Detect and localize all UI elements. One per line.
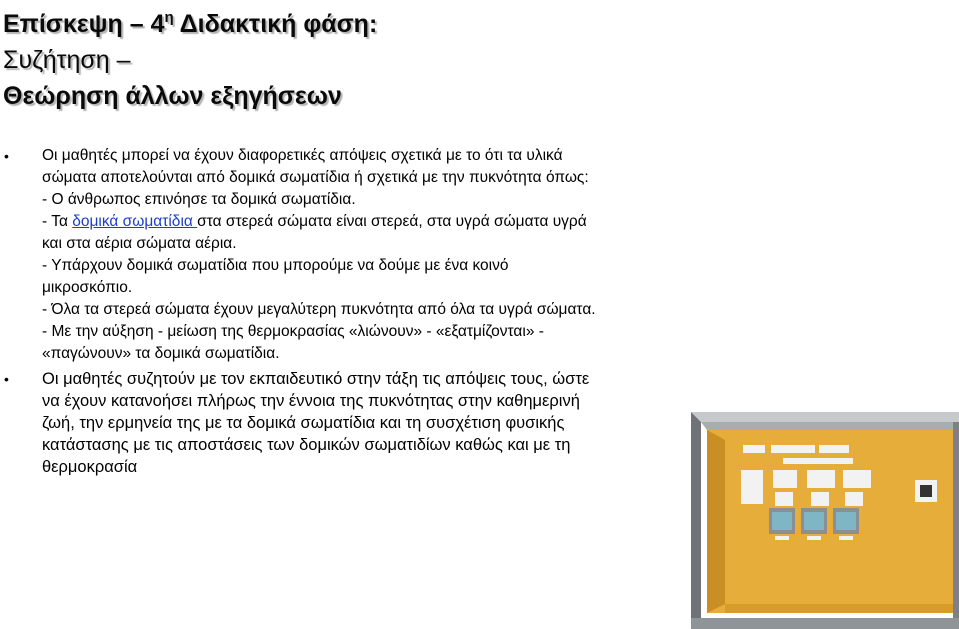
display-case-icon [683, 408, 959, 629]
slide-title [3, 0, 377, 114]
bullet-2 [4, 368, 602, 478]
bullet-1-line-5: - Με την αύξηση - μείωση της θερμοκρασίας «λιώνουν» - «εξατμίζονται» - «παγώνουν» τα δομικά σωματίδια. [42, 323, 544, 362]
bullet-2-text: Οι μαθητές συζητούν με τον εκπαιδευτικό στην τάξη τις απόψεις τους, ώστε να έχουν κατανοήσει πλήρως την έννοια της πυκνότητας στην καθημερινή ζωή, την ερμηνεία της με τα δομικά σωματίδια και τη συσχέτιση φυσικής κατάστασης με τις αποστάσεις των δομικών σωματιδίων καθώς και με τη θερμοκρασία [42, 370, 590, 476]
title-line-1: Επίσκεψη – $4^\eta$ Διδακτική φάση: [3, 9, 378, 38]
title-superscript: η [164, 9, 174, 26]
bullet-1-line-4: - Όλα τα στερεά σώματα έχουν μεγαλύτερη πυκνότητα από όλα τα υγρά σώματα. [42, 301, 596, 318]
bullet-point-icon: • [4, 148, 9, 164]
display-case-illustration [683, 408, 959, 629]
title-line-3: Θεώρηση άλλων εξηγήσεων [3, 82, 342, 110]
bullet-1 [4, 145, 602, 365]
bullet-1-line-2: - Τα δομικά σωματίδια στα στερεά σώματα είναι στερεά, στα υγρά σώματα υγρά και στα αέρια σώματα αέρια. [42, 213, 587, 252]
structural-particles-link[interactable]: δομικά σωματίδια [72, 213, 198, 230]
bullet-1-line-3: - Υπάρχουν δομικά σωματίδια που μπορούμε να δούμε με ένα κοινό μικροσκόπιο. [42, 257, 509, 296]
bullet-point-icon: • [4, 371, 9, 387]
bullet-1-intro: Οι μαθητές μπορεί να έχουν διαφορετικές απόψεις σχετικά με το ότι τα υλικά σώματα αποτελούνται από δομικά σωματίδια ή σχετικά με την πυκνότητα όπως: [42, 147, 589, 186]
bullet-1-line-1: - Ο άνθρωπος επινόησε τα δομικά σωματίδια. [42, 191, 356, 208]
slide-body [4, 145, 602, 478]
title-line-2: Συζήτηση – [3, 46, 131, 74]
